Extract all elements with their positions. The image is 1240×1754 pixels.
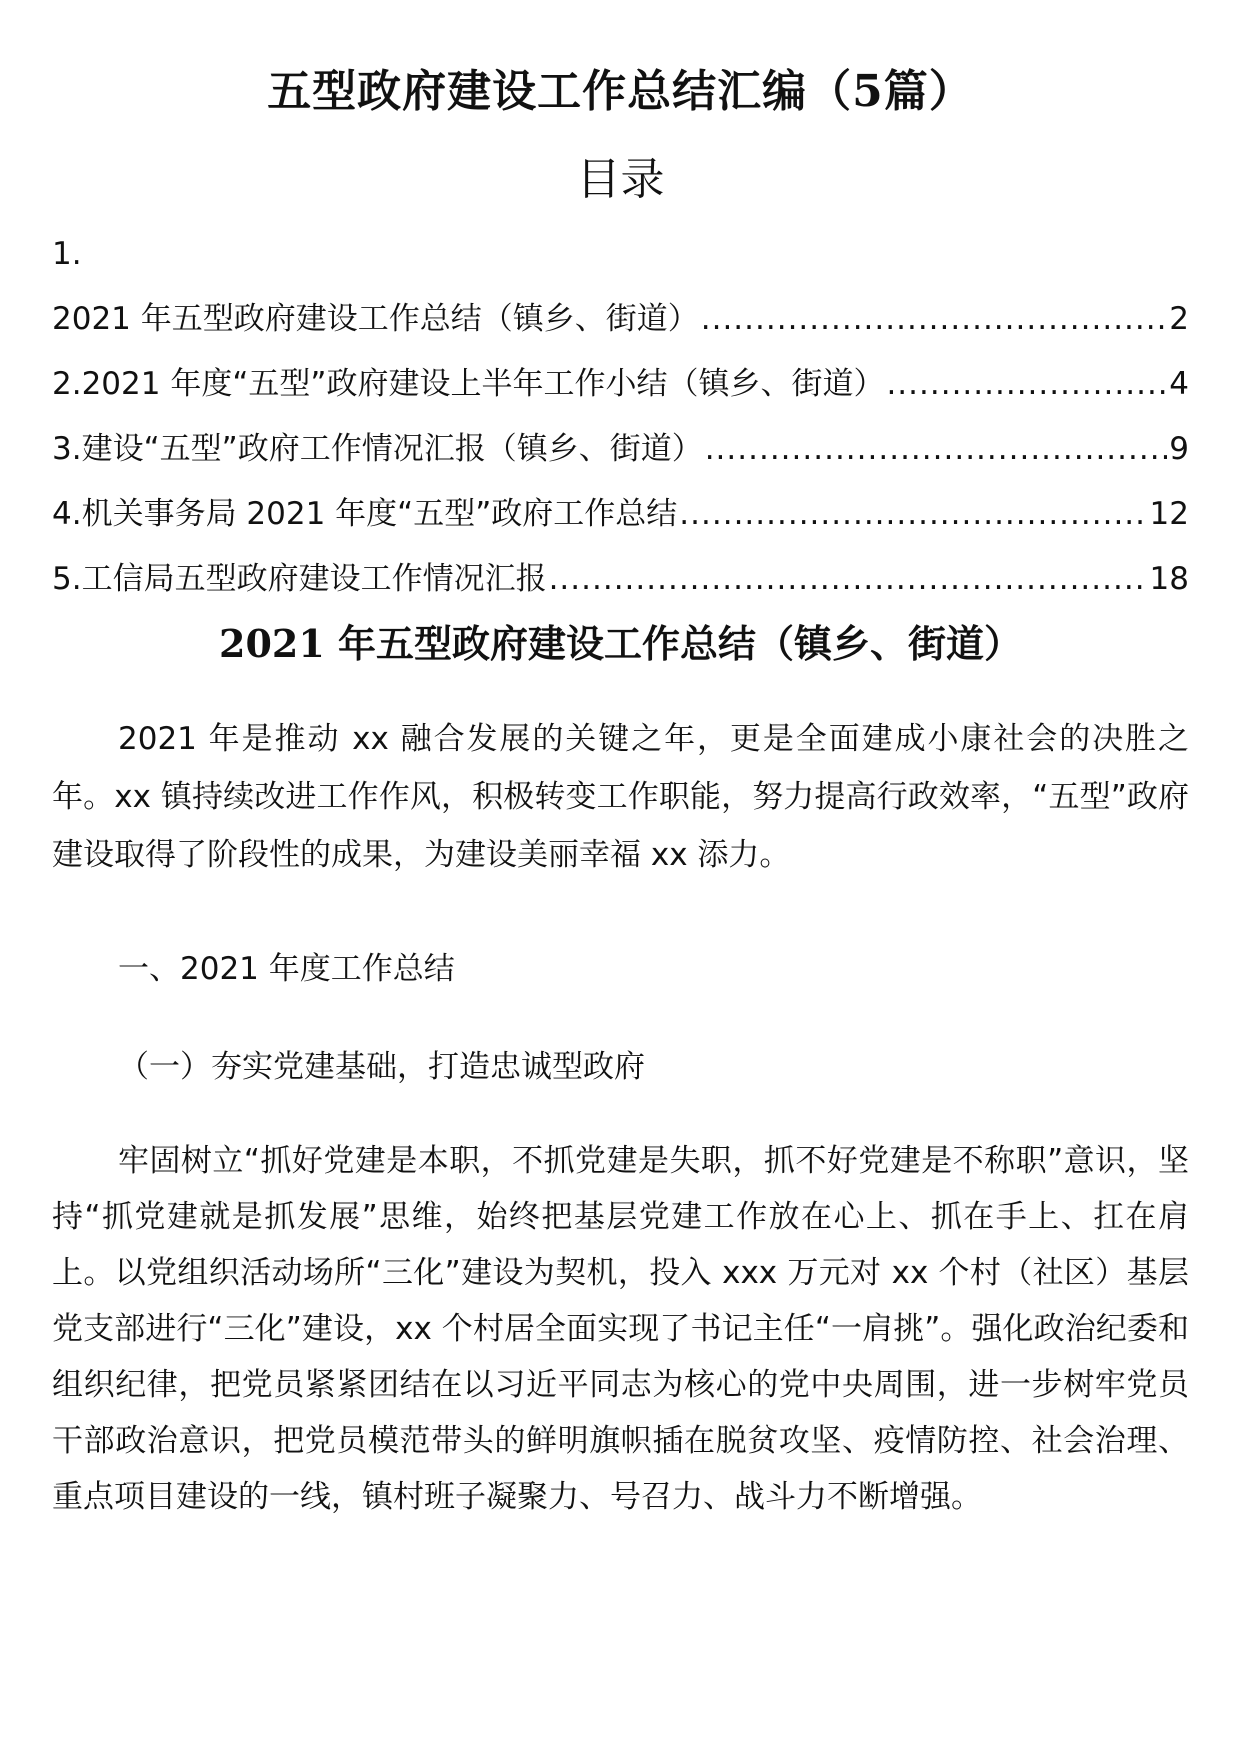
toc-dot-leader (886, 352, 1167, 417)
intro-paragraph: 2021 年是推动 xx 融合发展的关键之年，更是全面建成小康社会的决胜之年。xx 镇持续改进工作作风，积极转变工作职能，努力提高行政效率，“五型”政府建设取得了阶段性的成果，为建设美丽幸福 xx 添力。 (52, 721, 1189, 873)
toc-heading: 目录 (576, 154, 665, 205)
heading-level-1: 一、2021 年度工作总结 (118, 951, 455, 987)
section-title: 2021 年五型政府建设工作总结（镇乡、街道） (219, 621, 1022, 666)
toc-dot-leader (701, 287, 1168, 352)
toc-entry-text: 5.工信局五型政府建设工作情况汇报 (52, 561, 547, 597)
toc-dot-leader (705, 417, 1168, 482)
toc-first-number: 1. (52, 236, 82, 272)
toc-entry[interactable] (52, 352, 1189, 417)
toc-dot-leader (679, 482, 1147, 547)
toc-entry-page: 12 (1149, 496, 1189, 532)
toc-entry[interactable] (52, 417, 1189, 482)
body-paragraph: 牢固树立“抓好党建是本职，不抓党建是失职，抓不好党建是不称职”意识，坚持“抓党建就是抓发展”思维，始终把基层党建工作放在心上、抓在手上、扛在肩上。以党组织活动场所“三化”建设为契机，投入 xxx 万元对 xx 个村（社区）基层党支部进行“三化”建设，xx 个村居全面实现了书记主任“一肩挑”。强化政治纪委和组织纪律，把党员紧紧团结在以习近平同志为核心的党中央周围，进一步树牢党员干部政治意识，把党员模范带头的鲜明旗帜插在脱贫攻坚、疫情防控、社会治理、重点项目建设的一线，镇村班子凝聚力、号召力、战斗力不断增强。 (52, 1143, 1189, 1515)
toc-dot-leader (549, 547, 1148, 612)
toc-entry-text: 2.2021 年度“五型”政府建设上半年工作小结（镇乡、街道） (52, 366, 885, 402)
heading-level-2: （一）夯实党建基础，打造忠诚型政府 (118, 1049, 645, 1085)
toc-entry[interactable] (52, 482, 1189, 547)
toc-entry-page: 4 (1169, 366, 1189, 402)
table-of-contents (52, 222, 1189, 612)
toc-entry-text: 3.建设“五型”政府工作情况汇报（镇乡、街道） (52, 431, 703, 467)
toc-entry[interactable] (52, 287, 1189, 352)
toc-entry-page: 18 (1149, 561, 1189, 597)
toc-entry-page: 2 (1169, 301, 1189, 337)
toc-entry-text: 2021 年五型政府建设工作总结（镇乡、街道） (52, 301, 699, 337)
toc-entry-page: 9 (1169, 431, 1189, 467)
toc-entry[interactable] (52, 547, 1189, 612)
toc-entry-text: 4.机关事务局 2021 年度“五型”政府工作总结 (52, 496, 678, 532)
document-title: 五型政府建设工作总结汇编（5篇） (267, 66, 974, 117)
